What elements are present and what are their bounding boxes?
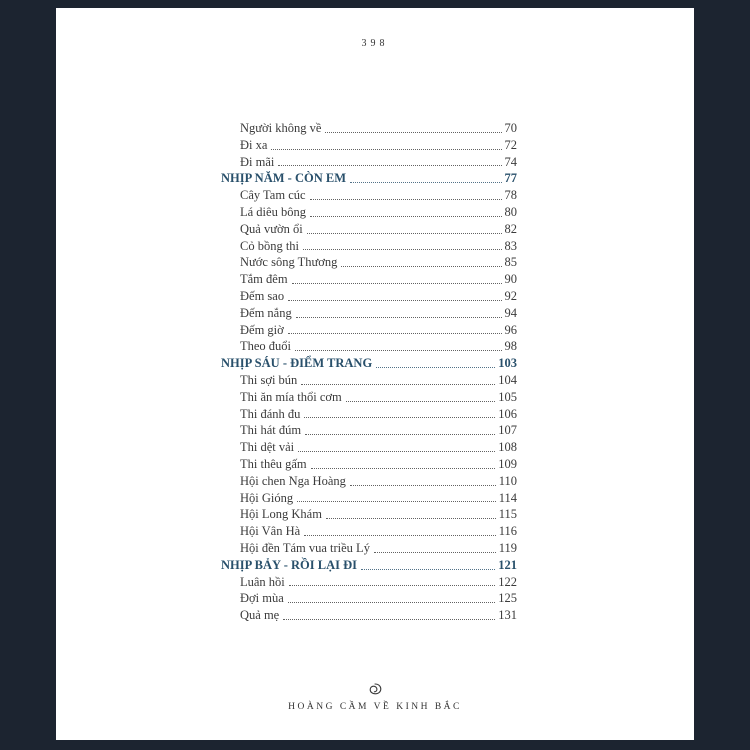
toc-entry-page: 90 [504,272,517,287]
toc-leader-dots [361,569,495,570]
toc-entry [221,456,517,473]
toc-leader-dots [288,300,501,301]
toc-leader-dots [301,384,495,385]
toc-entry-page: 103 [498,356,517,371]
toc-entry-page: 108 [498,440,517,455]
toc-entry-page: 107 [498,423,517,438]
toc-leader-dots [307,233,502,234]
page-number: 398 [361,38,389,49]
toc-leader-dots [350,182,502,183]
toc-leader-dots [303,249,501,250]
toc-leader-dots [374,552,496,553]
toc-entry-page: 119 [498,540,517,555]
toc-entry-label: NHỊP SÁU - ĐIỂM TRANG [221,356,373,371]
book-footer [56,683,694,712]
toc-leader-dots [288,333,502,334]
toc-entry-label: Quả vườn ổi [240,221,303,236]
toc-entry-label: Hội Long Khám [240,507,322,522]
toc-entry-page: 109 [498,456,517,471]
toc-entry [221,204,517,221]
book-footer-title: HOÀNG CẦM VỀ KINH BẮC [288,702,462,712]
toc-entry [221,590,517,607]
toc-entry-label: Thi sợi bún [240,372,298,387]
toc-entry [221,120,517,137]
toc-entry [221,305,517,322]
toc-entry-page: 83 [504,238,517,253]
toc-entry-label: Thi thêu gấm [240,456,307,471]
toc-entry [221,254,517,271]
toc-entry [221,187,517,204]
toc-entry-label: Thi hát đúm [240,423,302,438]
toc-entry-page: 72 [504,137,517,152]
toc-entry-label: Thi ăn mía thổi cơm [240,389,342,404]
toc-entry [221,490,517,507]
toc-entry-page: 78 [504,188,517,203]
toc-entry-label: Người không về [240,121,322,135]
toc-entry-label: Thi dệt vải [240,440,295,455]
toc-entry [221,557,517,574]
toc-leader-dots [341,266,501,267]
toc-entry-page: 98 [504,339,517,354]
toc-entry-page: 122 [498,574,517,589]
toc-entry-page: 80 [504,204,517,219]
toc-entry-page: 114 [498,490,517,505]
toc-leader-dots [326,518,496,519]
toc-entry [221,389,517,406]
toc-entry-label: Cây Tam cúc [240,188,306,203]
toc-leader-dots [325,132,501,133]
toc-leader-dots [304,535,496,536]
toc-entry-label: Lá diêu bông [240,204,306,219]
toc-leader-dots [292,283,502,284]
toc-entry-label: Theo đuổi [240,339,292,354]
toc-entry-page: 96 [504,322,517,337]
toc-leader-dots [278,165,501,166]
toc-entry [221,523,517,540]
toc-entry-label: Đếm sao [240,288,285,303]
toc-leader-dots [289,585,495,586]
toc-entry-label: NHỊP NĂM - CÒN EM [221,171,346,186]
toc-entry-page: 74 [504,154,517,169]
toc-entry [221,271,517,288]
toc-entry-label: Hội Gióng [240,490,294,505]
toc-entry [221,154,517,171]
toc-entry-page: 121 [498,557,517,572]
toc-entry [221,322,517,339]
toc-entry-label: Đi mãi [240,154,275,169]
toc-entry-page: 85 [504,255,517,270]
spiral-ornament-icon [368,683,382,695]
toc-entry-page: 77 [504,171,517,186]
toc-entry [221,238,517,255]
toc-leader-dots [298,451,495,452]
toc-leader-dots [346,401,496,402]
toc-entry [221,406,517,423]
toc-entry-page: 104 [498,372,517,387]
toc-entry-label: Đi xa [240,137,268,152]
toc-entry [221,137,517,154]
toc-entry-label: Thi đánh đu [240,406,301,421]
toc-entry-label: Tắm đêm [240,272,288,287]
toc-leader-dots [296,317,502,318]
toc-entry-label: Đếm giờ [240,322,284,337]
toc-entry-label: Cỏ bồng thi [240,238,300,253]
toc-entry-page: 115 [498,507,517,522]
toc-leader-dots [304,417,495,418]
toc-entry-page: 110 [498,473,517,488]
toc-entry [221,372,517,389]
toc-entry-page: 125 [498,591,517,606]
toc-leader-dots [271,149,501,150]
toc-leader-dots [305,434,495,435]
toc-leader-dots [288,602,495,603]
toc-entry-label: Hội Vân Hà [240,524,301,539]
toc-entry [221,170,517,187]
toc-entry [221,288,517,305]
toc-entry-page: 94 [504,305,517,320]
toc-leader-dots [311,468,496,469]
toc-entry-label: NHỊP BẢY - RỒI LẠI ĐI [221,557,358,572]
book-page [56,8,694,740]
toc-entry [221,574,517,591]
toc-leader-dots [297,501,496,502]
toc-leader-dots [310,199,502,200]
toc-entry [221,221,517,238]
toc-entry-page: 105 [498,389,517,404]
toc-leader-dots [283,619,495,620]
toc-leader-dots [350,485,496,486]
toc-entry-page: 116 [498,524,517,539]
toc-entry-page: 131 [498,608,517,623]
toc-entry [221,338,517,355]
toc-leader-dots [310,216,502,217]
toc-leader-dots [295,350,501,351]
toc-entry-label: Hội đền Tám vua triều Lý [240,540,370,555]
toc-entry [221,355,517,372]
toc-entry-label: Đợi mùa [240,591,284,606]
toc-entry-page: 106 [498,406,517,421]
toc-entry-label: Quả mẹ [240,608,280,623]
toc-entry [221,422,517,439]
toc-entry-page: 70 [504,121,517,135]
toc-entry [221,540,517,557]
toc-entry-label: Đếm nắng [240,305,292,320]
toc-entry [221,473,517,490]
toc [221,120,517,624]
toc-entry-page: 82 [504,221,517,236]
toc-entry-label: Luân hồi [240,574,285,589]
toc-leader-dots [376,367,495,368]
toc-entry [221,607,517,624]
toc-entry [221,506,517,523]
toc-entry [221,439,517,456]
toc-entry-page: 92 [504,288,517,303]
toc-entry-label: Nước sông Thương [240,255,338,270]
toc-entry-label: Hội chen Nga Hoàng [240,473,346,488]
